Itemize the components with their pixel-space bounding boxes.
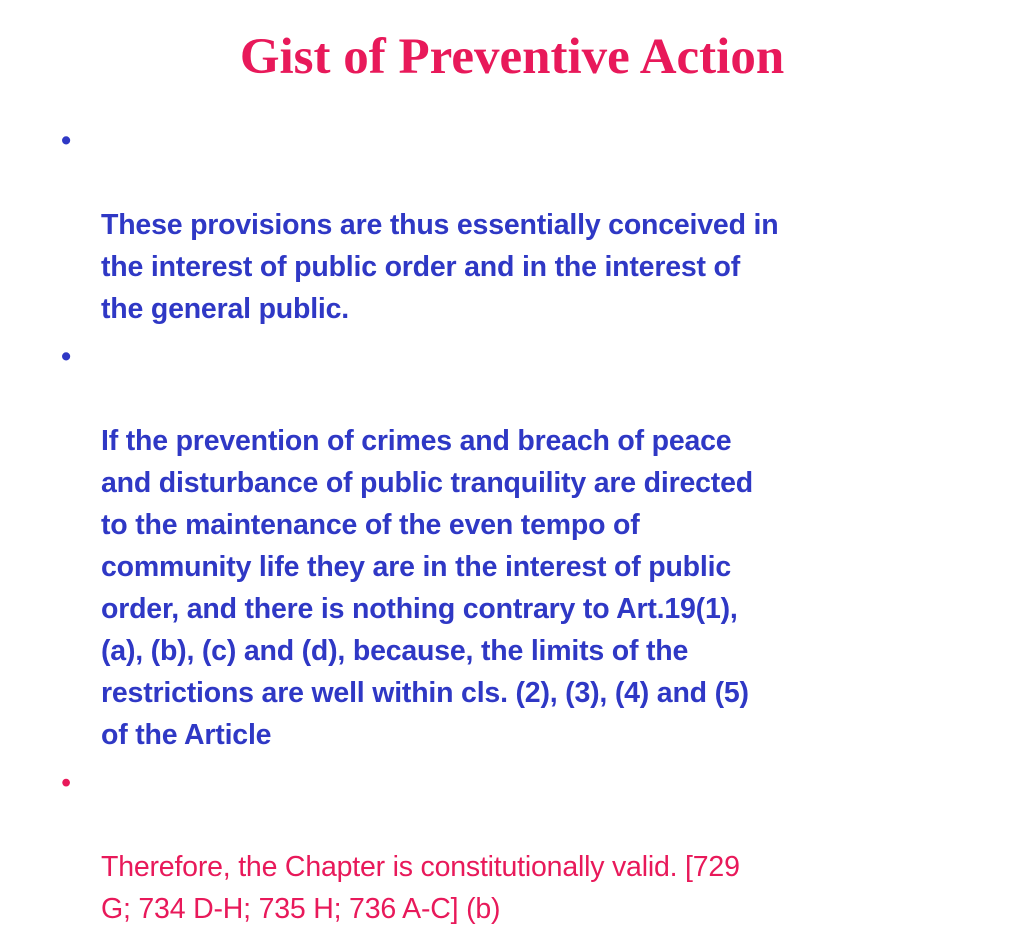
bullet-dot-icon: •	[61, 125, 71, 157]
bullet-text-provisions: These provisions are thus essentially conceived in the interest of public order and in the interest of the general public.	[101, 209, 779, 325]
bullet-dot-icon: •	[61, 341, 71, 373]
bullet-text-prevention: If the prevention of crimes and breach of peace and disturbance of public tranquility are directed to the maintenance of the even tempo of community life they are in the interest of public order, and there is nothing contrary to Art.19(1), (a), (b), (c) and (d), because, the limits of the restrictions are well within cls. (2), (3), (4) and (5) of the Article	[101, 425, 753, 751]
bullet-item-conclusion	[56, 762, 976, 930]
slide-title: Gist of Preventive Action	[239, 29, 785, 85]
bullet-dot-icon: •	[61, 767, 71, 799]
bullet-item-provisions	[56, 120, 976, 330]
bullet-list	[56, 120, 976, 936]
bullet-text-conclusion: Therefore, the Chapter is constitutionally valid. [729 G; 734 D-H; 735 H; 736 A-C] (b)	[101, 851, 740, 925]
bullet-item-prevention	[56, 336, 976, 756]
